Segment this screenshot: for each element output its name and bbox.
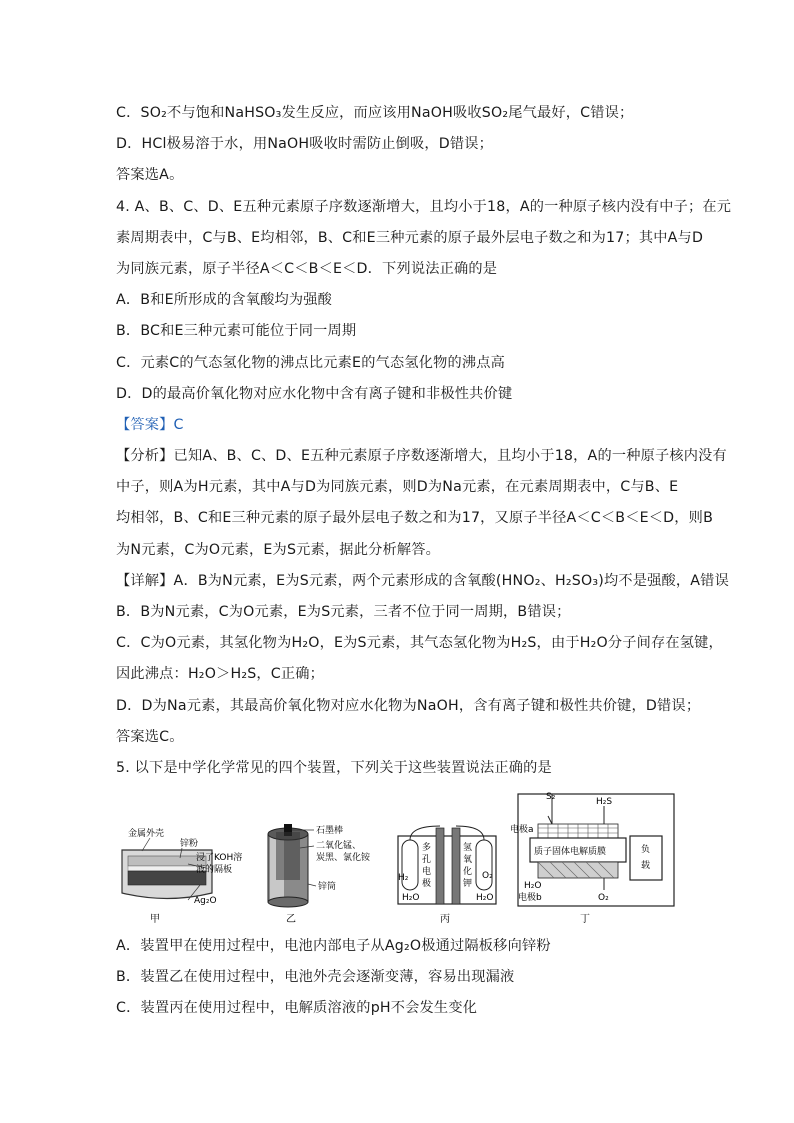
yi-can-label: 锌筒 — [318, 882, 337, 892]
ding-s2-label: S₂ — [546, 792, 556, 802]
jia-separator-label: 液的隔板 — [196, 865, 233, 875]
text-line: C．SO₂不与饱和NaHSO₃发生反应，而应该用NaOH吸收SO₂尾气最好，C错误； — [116, 105, 634, 121]
analysis-line: 为N元素，C为O元素，E为S元素，据此分析解答。 — [116, 542, 441, 558]
question-5-option-b: B．装置乙在使用过程中，电池外壳会逐渐变薄，容易出现漏液 — [116, 969, 515, 985]
bing-electrolyte-label: 氢 — [463, 843, 473, 853]
ding-electrode-a-label: 电极a — [510, 825, 534, 835]
battery-figure — [110, 788, 680, 928]
bing-h2o-label: H₂O — [402, 893, 420, 903]
jia-separator-label: 浸了KOH溶 — [196, 853, 243, 863]
apparatus-jia — [122, 827, 242, 925]
ding-electrode-b-label: 电极b — [518, 893, 542, 903]
analysis-line: 均相邻，B、C和E三种元素的原子最外层电子数之和为17，又原子半径A＜C＜B＜E＜D，则B — [116, 510, 714, 526]
bing-electrolyte-label: 氧 — [463, 855, 473, 865]
ding-o2-label: O₂ — [598, 893, 609, 903]
ding-membrane-label: 质子固体电解质膜 — [534, 847, 607, 857]
jia-ag2o-label: Ag₂O — [194, 896, 217, 906]
option-a: A．B和E所形成的含氧酸均为强酸 — [116, 292, 333, 308]
question-4-line: 素周期表中，C与B、E均相邻，B、C和E三种元素的原子最外层电子数之和为17；其中A与D — [116, 230, 704, 246]
jia-zinc-label: 锌粉 — [180, 839, 199, 849]
answer-label: 【答案】C — [116, 417, 184, 433]
apparatus-bing — [398, 826, 496, 925]
detail-line: 【详解】A．B为N元素，E为S元素，两个元素形成的含氧酸(HNO₂、H₂SO₃)均不是强酸，A错误 — [116, 573, 729, 589]
option-b: B．BC和E三种元素可能位于同一周期 — [116, 323, 357, 339]
analysis-line: 【分析】已知A、B、C、D、E五种元素原子序数逐渐增大，且均小于18，A的一种原子核内没有 — [116, 448, 727, 464]
question-5-option-c: C．装置丙在使用过程中，电解质溶液的pH不会发生变化 — [116, 1000, 478, 1016]
bing-electrolyte-label: 化 — [463, 867, 473, 877]
apparatus-yi — [268, 824, 371, 925]
text-line: 答案选A。 — [116, 167, 184, 183]
apparatus-ding — [510, 792, 674, 925]
question-5-option-a: A．装置甲在使用过程中，电池内部电子从Ag₂O极通过隔板移向锌粉 — [116, 938, 551, 954]
question-4-line: 为同族元素，原子半径A＜C＜B＜E＜D．下列说法正确的是 — [116, 261, 498, 277]
ding-load-label: 载 — [641, 861, 651, 871]
ding-load-label: 负 — [641, 845, 651, 855]
bing-caption: 丙 — [440, 914, 450, 925]
yi-mix-label: 炭黑、氯化铵 — [316, 853, 371, 863]
bing-electrolyte-label: 钾 — [463, 879, 473, 889]
yi-rod-label: 石墨棒 — [316, 826, 344, 836]
ding-h2s-label: H₂S — [596, 797, 613, 807]
analysis-line: 中子，则A为H元素，其中A与D为同族元素，则D为Na元素，在元素周期表中，C与B、E — [116, 479, 679, 495]
text-line: D．HCl极易溶于水，用NaOH吸收时需防止倒吸，D错误； — [116, 136, 494, 152]
option-d: D．D的最高价氧化物对应水化物中含有离子键和非极性共价键 — [116, 386, 513, 402]
detail-line: D．D为Na元素，其最高价氧化物对应水化物为NaOH，含有离子键和极性共价键，D错误； — [116, 698, 701, 714]
question-5-line: 5. 以下是中学化学常见的四个装置，下列关于这些装置说法正确的是 — [116, 760, 552, 776]
jia-shell-label: 金属外壳 — [128, 829, 165, 839]
yi-caption: 乙 — [286, 914, 296, 925]
detail-line: B．B为N元素，C为O元素，E为S元素，三者不位于同一周期，B错误； — [116, 604, 571, 620]
jia-caption: 甲 — [150, 914, 160, 925]
bing-h2o-label: H₂O — [476, 893, 494, 903]
detail-line: 因此沸点：H₂O＞H₂S，C正确； — [116, 666, 325, 682]
ding-h2o-label: H₂O — [524, 881, 542, 891]
question-4-line: 4. A、B、C、D、E五种元素原子序数逐渐增大，且均小于18，A的一种原子核内没有中子；在元 — [116, 199, 732, 215]
bing-electrode-label: 极 — [422, 879, 432, 889]
bing-o2-label: O₂ — [482, 871, 493, 881]
detail-line: C．C为O元素，其氢化物为H₂O，E为S元素，其气态氢化物为H₂S，由于H₂O分子间存在氢键， — [116, 635, 723, 651]
text-line: 答案选C。 — [116, 729, 184, 745]
yi-mix-label: 二氧化锰、 — [316, 841, 362, 851]
ding-caption: 丁 — [580, 914, 590, 925]
bing-h2-label: H₂ — [398, 873, 409, 883]
bing-electrode-label: 孔 — [422, 855, 432, 865]
bing-electrode-label: 电 — [422, 867, 432, 877]
bing-electrode-label: 多 — [422, 843, 432, 853]
option-c: C．元素C的气态氢化物的沸点比元素E的气态氢化物的沸点高 — [116, 355, 506, 371]
